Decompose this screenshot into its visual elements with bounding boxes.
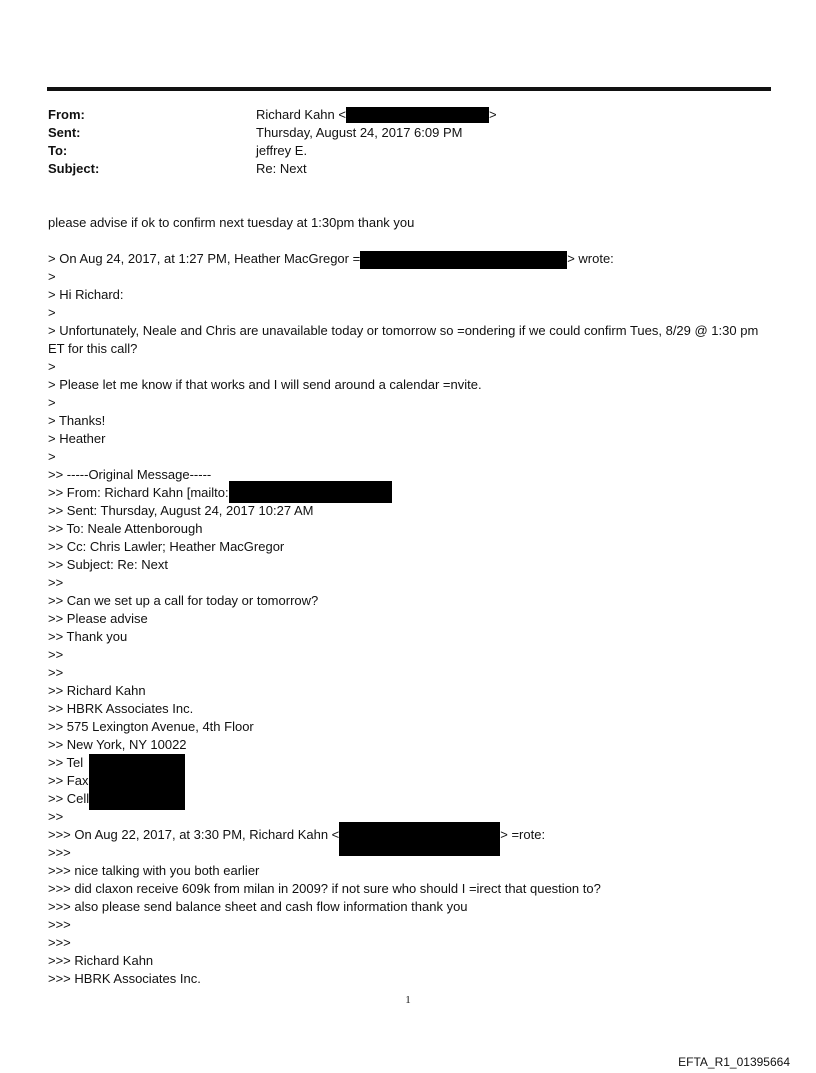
body-thank-you: >> Thank you: [48, 629, 128, 644]
document-id: EFTA_R1_01395664: [678, 1055, 790, 1069]
sig-address: >> 575 Lexington Avenue, 4th Floor: [48, 719, 254, 734]
header-rule: [47, 87, 771, 91]
to-label: To:: [48, 143, 68, 158]
quote-marker: >: [48, 359, 56, 374]
redaction-box: [89, 754, 185, 772]
body-also-please: >>> also please send balance sheet and cash flow information thank you: [48, 899, 468, 914]
quote-marker: >>>: [48, 935, 71, 950]
aug22-line: [48, 826, 773, 844]
sig-cell-label: >> Cell: [48, 791, 90, 806]
redaction-box: [360, 251, 567, 269]
orig-from-line: [48, 484, 773, 502]
body-please-let-me-know: > Please let me know if that works and I will send around a calendar =nvite.: [48, 377, 482, 392]
sig-tel-line: [48, 754, 773, 772]
from-value-suffix: >: [488, 107, 497, 122]
quote-marker: >: [48, 395, 56, 410]
sig2-company: >>> HBRK Associates Inc.: [48, 971, 201, 986]
body-unfortunately: > Unfortunately, Neale and Chris are unavailable today or tomorrow so =ondering if we could confirm Tues, 8/29 @ 1:30 pm ET for this call?: [48, 323, 759, 356]
original-message-divider: >> -----Original Message-----: [48, 467, 212, 482]
quote-marker: >: [48, 449, 56, 464]
heather-wrote-prefix: > On Aug 24, 2017, at 1:27 PM, Heather MacGregor =: [48, 251, 361, 266]
heather-wrote-suffix: > wrote:: [567, 251, 614, 266]
sig-fax-label: >> Fax: [48, 773, 89, 788]
quote-marker: >>: [48, 575, 64, 590]
body-can-we-set-up: >> Can we set up a call for today or tomorrow?: [48, 593, 319, 608]
redaction-box: [229, 481, 392, 503]
orig-to: >> To: Neale Attenborough: [48, 521, 203, 536]
quote-marker: >>: [48, 809, 64, 824]
orig-cc: >> Cc: Chris Lawler; Heather MacGregor: [48, 539, 285, 554]
quote-marker: >>: [48, 665, 64, 680]
redaction-box: [346, 107, 489, 123]
to-value: jeffrey E.: [256, 143, 308, 158]
quote-marker: >>>: [48, 917, 71, 932]
sig-fax-line: [48, 772, 773, 790]
sent-value: Thursday, August 24, 2017 6:09 PM: [256, 125, 463, 140]
orig-sent: >> Sent: Thursday, August 24, 2017 10:27 AM: [48, 503, 314, 518]
aug22-prefix: >>> On Aug 22, 2017, at 3:30 PM, Richard Kahn <: [48, 827, 340, 842]
sig-name: >> Richard Kahn: [48, 683, 146, 698]
sig-tel-label: >> Tel: [48, 755, 84, 770]
body-greeting: > Hi Richard:: [48, 287, 124, 302]
body-thanks: > Thanks!: [48, 413, 106, 428]
page-number: 1: [405, 994, 411, 1006]
email-body: [48, 214, 773, 988]
sig-city: >> New York, NY 10022: [48, 737, 187, 752]
body-please-advise: >> Please advise: [48, 611, 148, 626]
from-value: [256, 106, 497, 124]
orig-subject: >> Subject: Re: Next: [48, 557, 168, 572]
from-label: From:: [48, 107, 85, 122]
aug22-suffix: > =rote:: [500, 827, 546, 842]
quote-marker: >: [48, 269, 56, 284]
subject-label: Subject:: [48, 161, 100, 176]
sig-company: >> HBRK Associates Inc.: [48, 701, 194, 716]
redaction-box: [339, 822, 500, 856]
redaction-box: [89, 772, 185, 790]
sig2-name: >>> Richard Kahn: [48, 953, 154, 968]
subject-value: Re: Next: [256, 161, 307, 176]
orig-from-prefix: >> From: Richard Kahn [mailto:: [48, 485, 229, 500]
from-value-prefix: Richard Kahn <: [256, 107, 346, 122]
sent-label: Sent:: [48, 125, 81, 140]
body-nice-talking: >>> nice talking with you both earlier: [48, 863, 260, 878]
quote-marker: >: [48, 305, 56, 320]
quote-marker: >>: [48, 647, 64, 662]
heather-wrote-line: [48, 250, 773, 268]
body-intro: please advise if ok to confirm next tuesday at 1:30pm thank you: [48, 215, 415, 230]
sig-cell-line: [48, 790, 773, 808]
quote-marker: >>>: [48, 845, 71, 860]
body-did-claxon: >>> did claxon receive 609k from milan in 2009? if not sure who should I =irect that question to?: [48, 881, 601, 896]
body-heather: > Heather: [48, 431, 106, 446]
redaction-box: [89, 790, 185, 810]
